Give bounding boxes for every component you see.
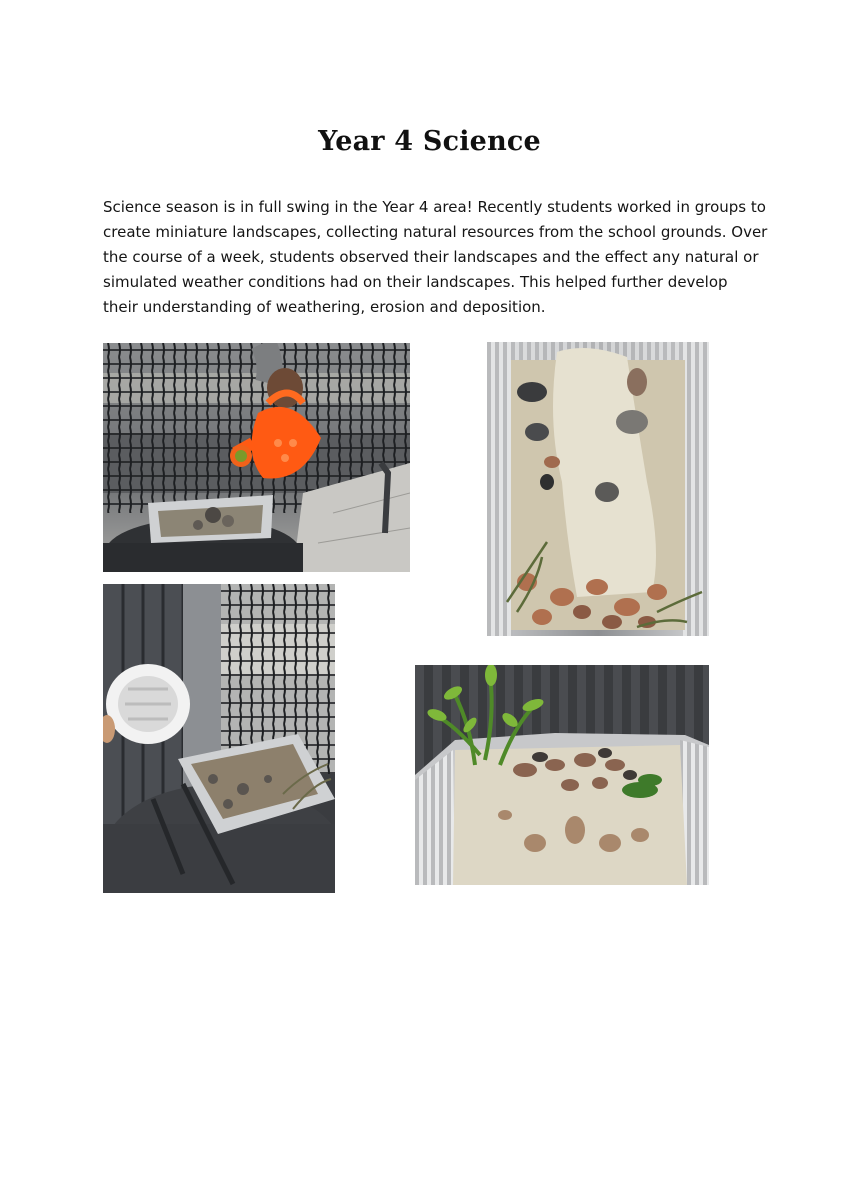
article-paragraph bbox=[103, 195, 768, 320]
paragraph-line: create miniature landscapes, collecting natural resources from the school grounds. Over bbox=[103, 223, 768, 241]
paragraph-line: simulated weather conditions had on their landscapes. This helped further develop bbox=[103, 273, 728, 291]
paragraph-line: the course of a week, students observed their landscapes and the effect any natural or bbox=[103, 248, 759, 266]
paragraph-line: their understanding of weathering, erosion and deposition. bbox=[103, 298, 546, 316]
photo-shower-landscape bbox=[103, 584, 335, 893]
photo-watering-landscape bbox=[103, 343, 410, 572]
page-title: Year 4 Science bbox=[318, 126, 541, 157]
paragraph-line: Science season is in full swing in the Year 4 area! Recently students worked in groups to bbox=[103, 198, 766, 216]
photo-sand-river-tray bbox=[487, 342, 709, 636]
photo-plants-tray bbox=[415, 665, 709, 885]
